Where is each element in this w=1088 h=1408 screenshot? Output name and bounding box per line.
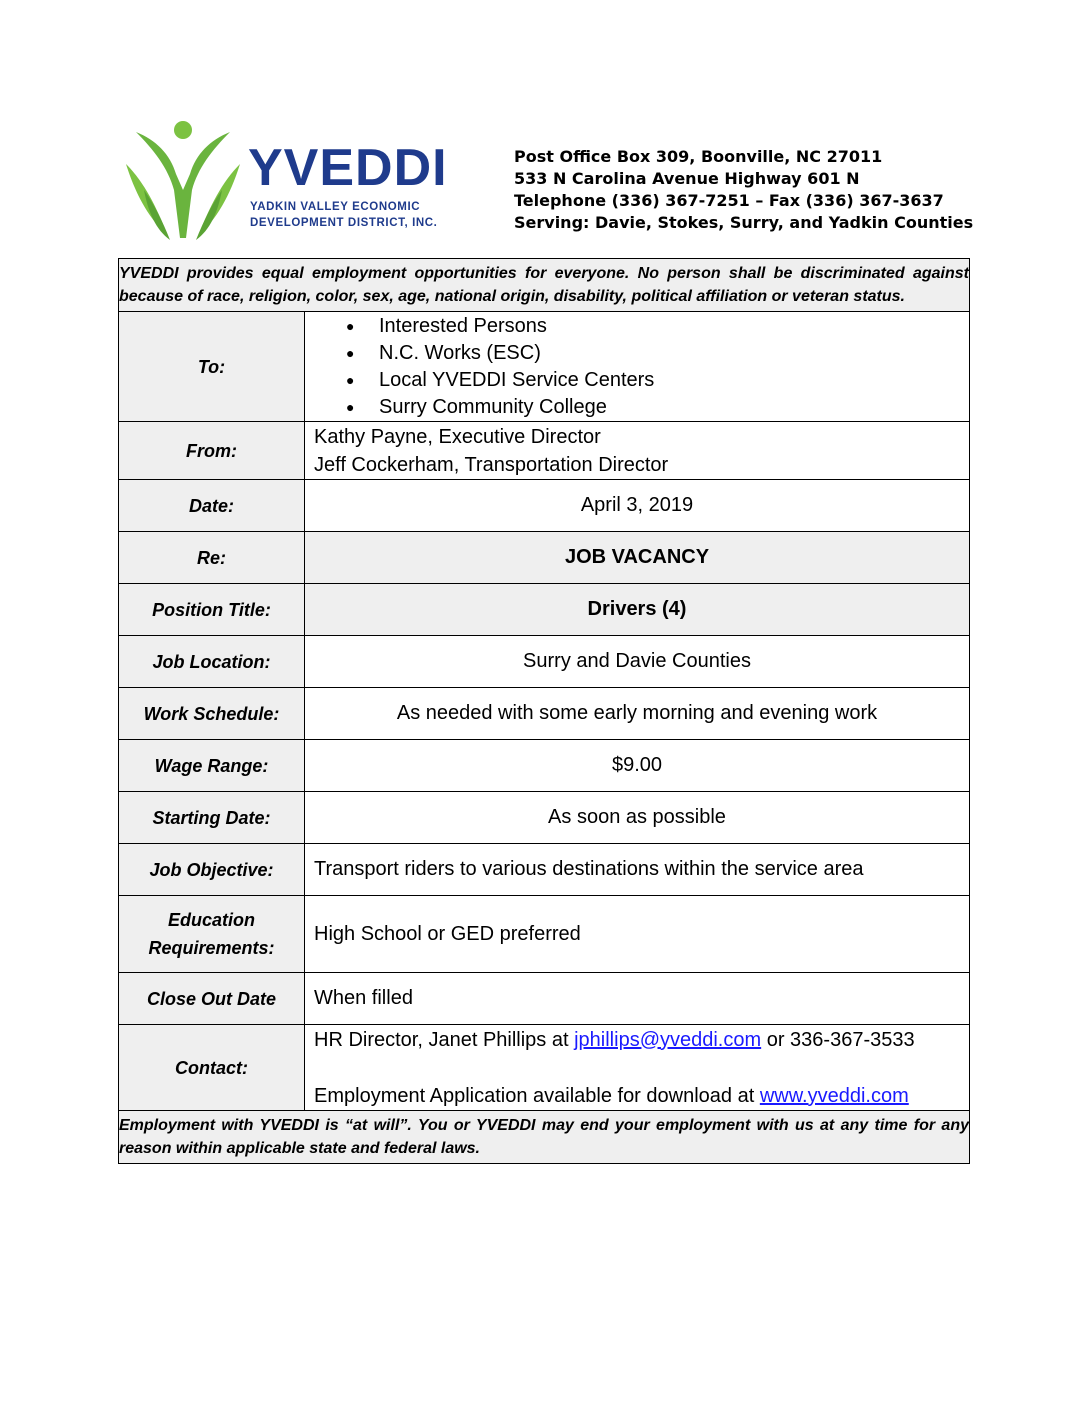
starting-date-label: Starting Date: [119, 792, 305, 844]
list-item [346, 340, 969, 367]
logo-subtitle-line2: DEVELOPMENT DISTRICT, INC. [250, 217, 438, 229]
education-requirements-label: Education Requirements: [119, 896, 305, 973]
recipient-text: Local YVEDDI Service Centers [379, 368, 655, 391]
close-out-date-value: When filled [305, 973, 970, 1025]
job-objective-label: Job Objective: [119, 844, 305, 896]
job-location-value: Surry and Davie Counties [305, 636, 970, 688]
contact-email-link[interactable]: jphillips@yveddi.com [574, 1028, 762, 1051]
application-line [314, 1082, 969, 1110]
wage-range-label: Wage Range: [119, 740, 305, 792]
yveddi-logo [126, 120, 456, 242]
re-value: JOB VACANCY [305, 532, 970, 584]
list-item [346, 394, 969, 421]
list-item [346, 313, 969, 340]
address-line: Serving: Davie, Stokes, Surry, and Yadkin Counties [514, 213, 974, 232]
vacancy-table [118, 258, 970, 1164]
bullet-icon: ● [346, 398, 355, 415]
bullet-icon: ● [346, 317, 355, 334]
wage-range-value: $9.00 [305, 740, 970, 792]
date-value: April 3, 2019 [305, 480, 970, 532]
recipient-text: Interested Persons [379, 314, 547, 337]
address-line: 533 N Carolina Avenue Highway 601 N [514, 169, 860, 188]
recipient-list [305, 313, 969, 421]
bullet-icon: ● [346, 344, 355, 361]
application-prefix: Employment Application available for download at [314, 1084, 760, 1107]
job-objective-value: Transport riders to various destinations within the service area [305, 844, 970, 896]
contact-line [314, 1026, 969, 1054]
work-schedule-label: Work Schedule: [119, 688, 305, 740]
starting-date-value: As soon as possible [305, 792, 970, 844]
recipient-text: N.C. Works (ESC) [379, 341, 541, 364]
bullet-icon: ● [346, 371, 355, 388]
contact-value [305, 1025, 970, 1111]
from-line: Kathy Payne, Executive Director [314, 425, 601, 448]
re-label: Re: [119, 532, 305, 584]
equal-opportunity-notice: YVEDDI provides equal employment opportunities for everyone. No person shall be discriminated against because of race, religion, color, sex, age, national origin, disability, political affiliation or veteran status. [119, 259, 970, 312]
address-line: Post Office Box 309, Boonville, NC 27011 [514, 147, 883, 166]
position-title-label: Position Title: [119, 584, 305, 636]
to-value [305, 312, 970, 422]
education-requirements-value: High School or GED preferred [305, 896, 970, 973]
contact-prefix: HR Director, Janet Phillips at [314, 1028, 575, 1051]
contact-label: Contact: [119, 1025, 305, 1111]
date-label: Date: [119, 480, 305, 532]
work-schedule-value: As needed with some early morning and evening work [305, 688, 970, 740]
position-title-value: Drivers (4) [305, 584, 970, 636]
address-line: Telephone (336) 367-7251 – Fax (336) 367-3637 [514, 191, 944, 210]
contact-suffix: or 336-367-3533 [761, 1028, 915, 1051]
from-label: From: [119, 422, 305, 480]
logo-subtitle-line1: YADKIN VALLEY ECONOMIC [250, 201, 421, 213]
job-location-label: Job Location: [119, 636, 305, 688]
at-will-notice: Employment with YVEDDI is “at will”. You or YVEDDI may end your employment with us at any time for any reason within applicable state and federal laws. [119, 1111, 970, 1164]
from-line: Jeff Cockerham, Transportation Director [314, 453, 669, 476]
logo-name: YVEDDI [248, 139, 448, 197]
to-label: To: [119, 312, 305, 422]
from-value [305, 422, 970, 480]
address-block [514, 146, 973, 234]
close-out-date-label: Close Out Date [119, 973, 305, 1025]
list-item [346, 367, 969, 394]
website-link[interactable]: www.yveddi.com [759, 1084, 909, 1107]
yveddi-logo-mark-icon [126, 120, 244, 242]
recipient-text: Surry Community College [379, 395, 607, 418]
